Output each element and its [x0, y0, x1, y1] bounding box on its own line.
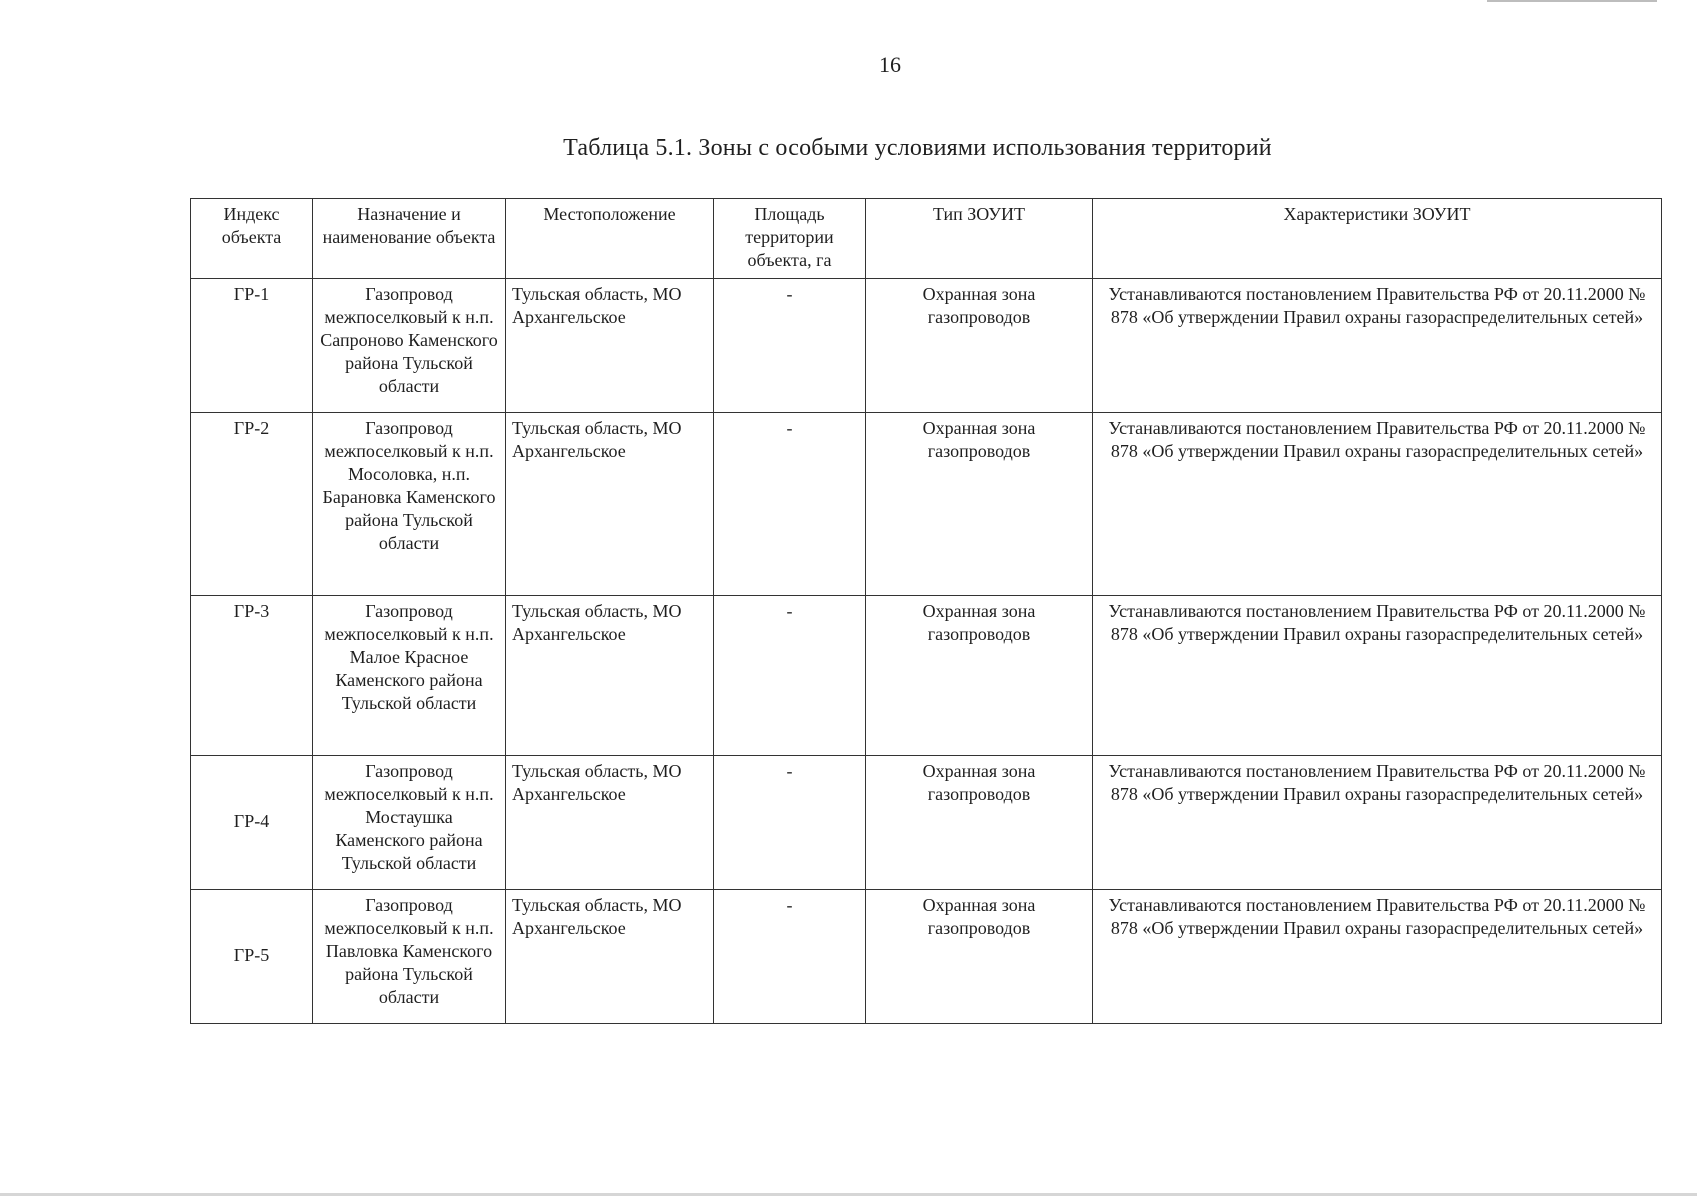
- cell-type: Охранная зона газопроводов: [866, 890, 1093, 1024]
- cell-characteristics: Устанавливаются постановлением Правительства РФ от 20.11.2000 № 878 «Об утверждении Правил охраны газораспределительных сетей»: [1093, 413, 1662, 596]
- header-location: Местоположение: [506, 199, 714, 279]
- cell-name: Газопровод межпоселковый к н.п. Павловка Каменского района Тульской области: [313, 890, 506, 1024]
- cell-characteristics: Устанавливаются постановлением Правительства РФ от 20.11.2000 № 878 «Об утверждении Правил охраны газораспределительных сетей»: [1093, 890, 1662, 1024]
- cell-name: Газопровод межпоселковый к н.п. Малое Красное Каменского района Тульской области: [313, 596, 506, 756]
- cell-name: Газопровод межпоселковый к н.п. Сапроново Каменского района Тульской области: [313, 279, 506, 413]
- header-area: Площадь территории объекта, га: [714, 199, 866, 279]
- table-row: [191, 890, 1662, 1024]
- cell-characteristics: Устанавливаются постановлением Правительства РФ от 20.11.2000 № 878 «Об утверждении Правил охраны газораспределительных сетей»: [1093, 756, 1662, 890]
- cell-location: Тульская область, МО Архангельское: [506, 279, 714, 413]
- cell-index: ГР-4: [191, 756, 313, 890]
- header-name: Назначение и наименование объекта: [313, 199, 506, 279]
- scan-artifact-line: [1487, 0, 1657, 2]
- zones-table: [190, 198, 1662, 1024]
- cell-area: -: [714, 413, 866, 596]
- table-title: Таблица 5.1. Зоны с особыми условиями использования территорий: [563, 135, 1272, 161]
- scan-bottom-edge: [0, 1193, 1697, 1196]
- cell-location: Тульская область, МО Архангельское: [506, 890, 714, 1024]
- cell-index: ГР-2: [191, 413, 313, 596]
- cell-type: Охранная зона газопроводов: [866, 413, 1093, 596]
- table-header-row: [191, 199, 1662, 279]
- cell-area: -: [714, 279, 866, 413]
- table-row: [191, 279, 1662, 413]
- cell-area: -: [714, 890, 866, 1024]
- cell-type: Охранная зона газопроводов: [866, 756, 1093, 890]
- table-row: [191, 756, 1662, 890]
- table-row: [191, 413, 1662, 596]
- table-row: [191, 596, 1662, 756]
- cell-type: Охранная зона газопроводов: [866, 596, 1093, 756]
- cell-type: Охранная зона газопроводов: [866, 279, 1093, 413]
- cell-location: Тульская область, МО Архангельское: [506, 756, 714, 890]
- cell-area: -: [714, 756, 866, 890]
- cell-characteristics: Устанавливаются постановлением Правительства РФ от 20.11.2000 № 878 «Об утверждении Правил охраны газораспределительных сетей»: [1093, 596, 1662, 756]
- cell-index: ГР-3: [191, 596, 313, 756]
- cell-location: Тульская область, МО Архангельское: [506, 413, 714, 596]
- cell-name: Газопровод межпоселковый к н.п. Мостаушка Каменского района Тульской области: [313, 756, 506, 890]
- cell-index: ГР-5: [191, 890, 313, 1024]
- header-type: Тип ЗОУИТ: [866, 199, 1093, 279]
- cell-characteristics: Устанавливаются постановлением Правительства РФ от 20.11.2000 № 878 «Об утверждении Правил охраны газораспределительных сетей»: [1093, 279, 1662, 413]
- cell-name: Газопровод межпоселковый к н.п. Мосоловка, н.п. Барановка Каменского района Тульской области: [313, 413, 506, 596]
- header-index: Индекс объекта: [191, 199, 313, 279]
- cell-location: Тульская область, МО Архангельское: [506, 596, 714, 756]
- page-number: 16: [879, 52, 901, 77]
- cell-area: -: [714, 596, 866, 756]
- header-characteristics: Характеристики ЗОУИТ: [1093, 199, 1662, 279]
- cell-index: ГР-1: [191, 279, 313, 413]
